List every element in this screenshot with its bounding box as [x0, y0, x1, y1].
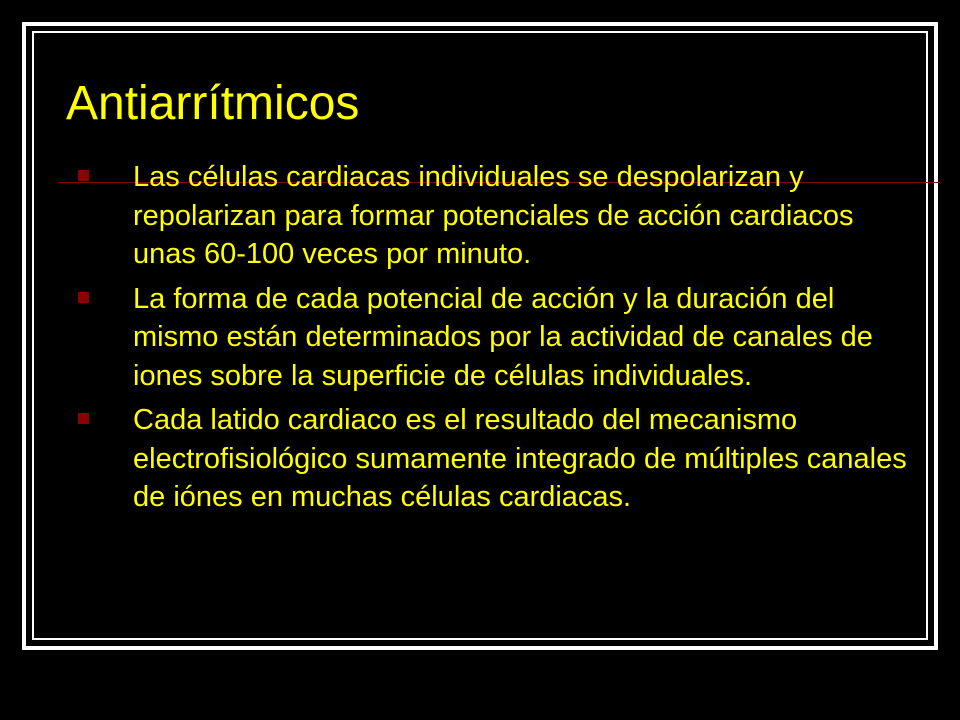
square-bullet-icon — [78, 413, 89, 424]
bullet-text: Las células cardiacas individuales se despolarizan y repolarizan para formar potenciales de acción cardiacos unas 60-100 veces por minuto. — [133, 161, 854, 270]
bullet-text: Cada latido cardiaco es el resultado del mecanismo electrofisiológico sumamente integrado de múltiples canales de iónes en muchas células cardiacas. — [133, 404, 907, 513]
bullet-item — [78, 158, 908, 274]
bullet-item — [78, 401, 908, 517]
bullet-text: La forma de cada potencial de acción y la duración del mismo están determinados por la actividad de canales de iones sobre la superficie de células individuales. — [133, 282, 873, 392]
bullet-item — [78, 280, 908, 396]
bullet-list — [78, 158, 908, 523]
square-bullet-icon — [78, 170, 89, 181]
square-bullet-icon — [78, 292, 89, 303]
slide-title: Antiarrítmicos — [66, 77, 360, 130]
